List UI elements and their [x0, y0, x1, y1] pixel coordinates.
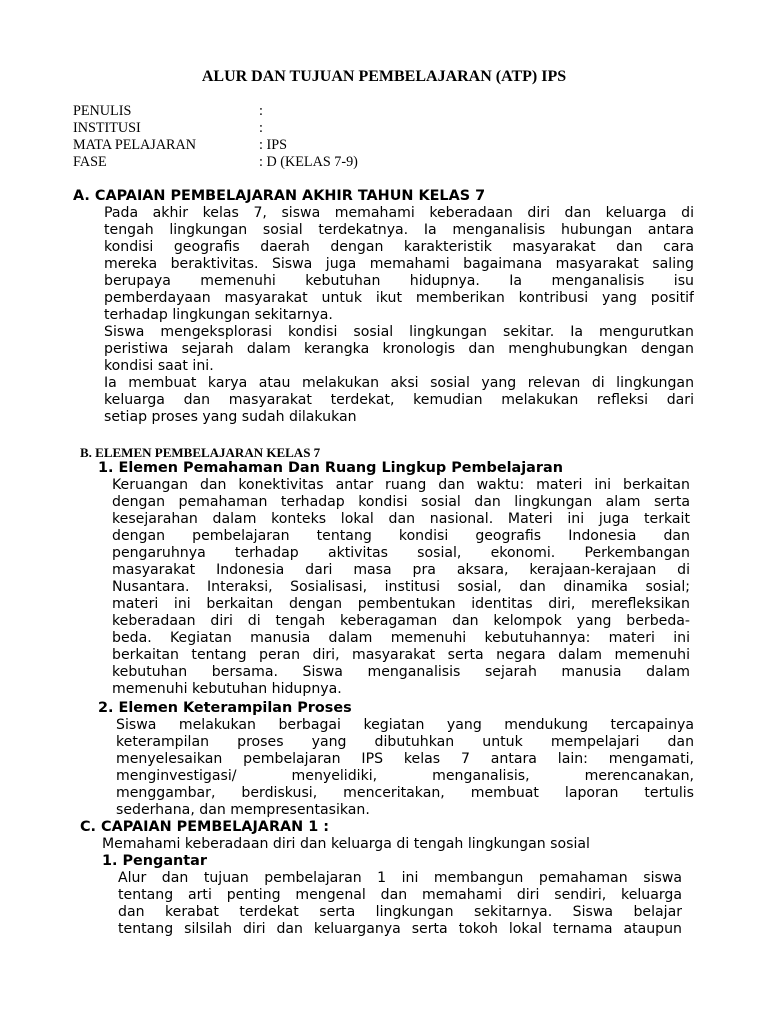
section-c-heading: C. CAPAIAN PEMBELAJARAN 1 :	[80, 819, 329, 835]
meta-value: :	[259, 103, 263, 119]
paragraph-line: kebutuhan bersama. Siswa menganalisis sejarah manusia dalam	[112, 664, 690, 680]
paragraph-line: beda. Kegiatan manusia dalam memenuhi kebutuhannya: materi ini	[112, 630, 690, 646]
paragraph-line: menyelesaikan pembelajaran IPS kelas 7 antara lain: mengamati,	[116, 751, 694, 767]
paragraph-line: dan kerabat terdekat serta lingkungan sekitarnya. Siswa belajar	[118, 904, 682, 920]
paragraph-line: berkaitan tentang peran diri, masyarakat serta negara dalam memenuhi	[112, 647, 690, 663]
meta-label: INSTITUSI	[73, 120, 141, 136]
section-c-subtitle: Memahami keberadaan diri dan keluarga di tengah lingkungan sosial	[102, 836, 590, 852]
paragraph-line: keberadaan diri di tengah keberagaman dan kelompok yang berbeda-	[112, 613, 690, 629]
paragraph-line: terhadap lingkungan sekitarnya.	[104, 307, 333, 323]
paragraph-line: tentang arti penting mengenal dan memahami diri sendiri, keluarga	[118, 887, 682, 903]
section-a-body	[104, 205, 694, 426]
paragraph-line: kondisi saat ini.	[104, 358, 214, 374]
paragraph-line: Keruangan dan konektivitas antar ruang dan waktu: materi ini berkaitan	[112, 477, 690, 493]
element-1-body	[112, 477, 690, 698]
meta-value: : IPS	[259, 137, 287, 153]
paragraph-line: materi ini berkaitan dengan pembentukan identitas diri, merefleksikan	[112, 596, 690, 612]
paragraph-line: berupaya memenuhi kebutuhan hidupnya. Ia menganalisis isu	[104, 273, 694, 289]
pengantar-heading: 1. Pengantar	[102, 853, 207, 869]
element-2-heading: 2. Elemen Keterampilan Proses	[98, 700, 352, 716]
paragraph-line: peristiwa sejarah dalam kerangka kronologis dan menghubungkan dengan	[104, 341, 694, 357]
paragraph-line: masyarakat Indonesia dari masa pra aksara, kerajaan-kerajaan di	[112, 562, 690, 578]
paragraph-line: dengan pemahaman terhadap kondisi sosial dan lingkungan alam serta	[112, 494, 690, 510]
meta-label: MATA PELAJARAN	[73, 137, 197, 153]
meta-row-fase	[73, 154, 373, 171]
paragraph-line: Ia membuat karya atau melakukan aksi sosial yang relevan di lingkungan	[104, 375, 694, 391]
section-b-heading: B. ELEMEN PEMBELAJARAN KELAS 7	[80, 445, 321, 460]
document-title: ALUR DAN TUJUAN PEMBELAJARAN (ATP) IPS	[201, 68, 567, 85]
paragraph-line: sederhana, dan mempresentasikan.	[116, 802, 370, 818]
element-2-body	[116, 717, 694, 819]
paragraph-line: Siswa mengeksplorasi kondisi sosial lingkungan sekitar. Ia mengurutkan	[104, 324, 694, 340]
document-meta	[73, 103, 373, 171]
element-1-heading: 1. Elemen Pemahaman Dan Ruang Lingkup Pembelajaran	[98, 460, 563, 476]
paragraph-line: Pada akhir kelas 7, siswa memahami keberadaan diri dan keluarga di	[104, 205, 694, 221]
paragraph-line: setiap proses yang sudah dilakukan	[104, 409, 357, 425]
paragraph-line: menggambar, berdiskusi, menceritakan, membuat laporan tertulis	[116, 785, 694, 801]
paragraph-line: Alur dan tujuan pembelajaran 1 ini membangun pemahaman siswa	[118, 870, 682, 886]
paragraph-line: kondisi geografis daerah dengan karakteristik masyarakat dan cara	[104, 239, 694, 255]
meta-row-mata-pelajaran	[73, 137, 373, 154]
paragraph-line: memenuhi kebutuhan hidupnya.	[112, 681, 342, 697]
paragraph-line: tengah lingkungan sosial terdekatnya. Ia menganalisis hubungan antara	[104, 222, 694, 238]
meta-value: : D (KELAS 7-9)	[259, 154, 358, 170]
paragraph-line: Nusantara. Interaksi, Sosialisasi, institusi sosial, dan dinamika sosial;	[112, 579, 690, 595]
paragraph-line: tentang silsilah diri dan keluarganya serta tokoh lokal ternama ataupun	[118, 921, 682, 937]
paragraph-line: dengan pembelajaran tentang kondisi geografis Indonesia dan	[112, 528, 690, 544]
paragraph-line: keterampilan proses yang dibutuhkan untuk mempelajari dan	[116, 734, 694, 750]
meta-label: PENULIS	[73, 103, 132, 119]
paragraph-line: pemberdayaan masyarakat untuk ikut memberikan kontribusi yang positif	[104, 290, 694, 306]
section-a-heading: A. CAPAIAN PEMBELAJARAN AKHIR TAHUN KELAS 7	[73, 188, 486, 204]
meta-row-penulis	[73, 103, 373, 120]
meta-label: FASE	[73, 154, 107, 170]
paragraph-line: pengaruhnya terhadap aktivitas sosial, ekonomi. Perkembangan	[112, 545, 690, 561]
meta-value: :	[259, 120, 263, 136]
paragraph-line: menginvestigasi/ menyelidiki, menganalisis, merencanakan,	[116, 768, 694, 784]
paragraph-line: Siswa melakukan berbagai kegiatan yang mendukung tercapainya	[116, 717, 694, 733]
pengantar-body	[118, 870, 682, 938]
meta-row-institusi	[73, 120, 373, 137]
paragraph-line: keluarga dan masyarakat terdekat, kemudian melakukan refleksi dari	[104, 392, 694, 408]
paragraph-line: mereka beraktivitas. Siswa juga memahami bagaimana masyarakat saling	[104, 256, 694, 272]
paragraph-line: kesejarahan dalam konteks lokal dan nasional. Materi ini juga terkait	[112, 511, 690, 527]
